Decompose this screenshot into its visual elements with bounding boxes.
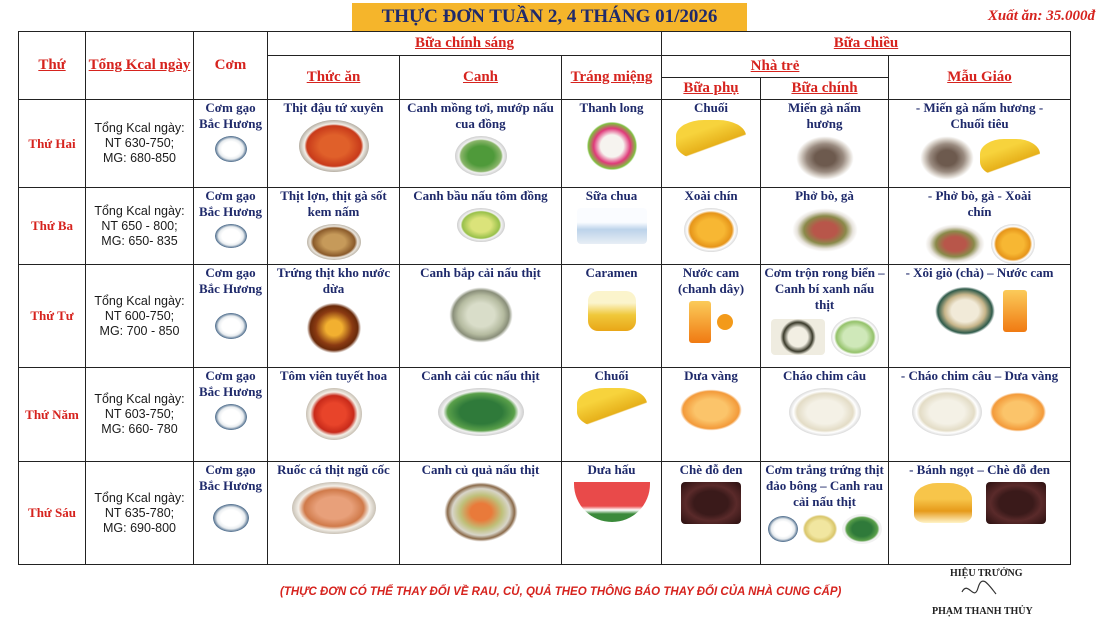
table-row: [19, 188, 1071, 265]
soup-image: [449, 287, 513, 343]
header-rice: Cơm: [194, 32, 268, 100]
day-label: Thứ Năm: [19, 368, 86, 462]
snack-cell: Chè đỗ đen: [662, 462, 761, 565]
cantaloupe-image: [678, 388, 744, 432]
header-afternoon: Bữa chiều: [662, 32, 1071, 56]
rice-cell: Cơm gạo Bắc Hương: [194, 368, 268, 462]
rice-bowl-image: [768, 516, 798, 542]
footer-note: (THỰC ĐƠN CÓ THỂ THAY ĐỔI VỀ RAU, CỦ, QUẢ THEO THÔNG BÁO THAY ĐỔI CỦA NHÀ CUNG CẤP): [280, 586, 842, 598]
header-main-meal: Bữa chính: [761, 78, 889, 100]
main-dish-cell: Ruốc cá thịt ngũ cốc: [268, 462, 400, 565]
soup-cell: Canh mồng tơi, mướp nấu cua đồng: [400, 100, 562, 188]
snack-cell: Chuối: [662, 100, 761, 188]
header-kcal: Tổng Kcal ngày: [86, 32, 194, 100]
snack-cell: Nước cam (chanh dây): [662, 265, 761, 368]
caramel-custard-image: [588, 291, 636, 331]
main-dish-cell: Thịt đậu tứ xuyên: [268, 100, 400, 188]
page-title: THỰC ĐƠN TUẦN 2, 4 THÁNG 01/2026: [352, 3, 747, 31]
orange-juice-image: [1003, 290, 1027, 332]
seaweed-rice-image: [771, 319, 825, 355]
black-bean-dessert-image: [986, 482, 1046, 524]
main-meal-cell: Cơm trắng trứng thịt đảo bông – Canh rau cải nấu thịt: [761, 462, 889, 565]
table-row: [19, 265, 1071, 368]
header-kindergarten: Mẫu Giáo: [889, 56, 1071, 100]
main-meal-cell: Miến gà nấm hương: [761, 100, 889, 188]
dessert-cell: Caramen: [562, 265, 662, 368]
pho-image: [925, 224, 985, 264]
soup-cell: Canh bầu nấu tôm đồng: [400, 188, 562, 265]
signature-image: [960, 578, 1000, 604]
creamy-meat-image: [307, 224, 361, 260]
banana-image: [577, 388, 647, 428]
egg-meat-image: [802, 514, 838, 544]
snack-cell: Dưa vàng: [662, 368, 761, 462]
header-snack: Bữa phụ: [662, 78, 761, 100]
main-meal-cell: Phở bò, gà: [761, 188, 889, 265]
black-bean-dessert-image: [681, 482, 741, 524]
rice-cell: Cơm gạo Bắc Hương: [194, 265, 268, 368]
main-dish-cell: Tôm viên tuyết hoa: [268, 368, 400, 462]
kcal-cell: Tổng Kcal ngày: NT 603-750; MG: 660- 780: [86, 368, 194, 462]
snack-cell: Xoài chín: [662, 188, 761, 265]
watermelon-image: [574, 482, 650, 522]
dragon-fruit-image: [585, 120, 639, 172]
noodle-dish-image: [796, 136, 854, 180]
table-row: [19, 368, 1071, 462]
table-row: [19, 100, 1071, 188]
rice-bowl-image: [215, 136, 247, 162]
yogurt-image: [577, 208, 647, 244]
kindergarten-cell: - Xôi giò (chả) – Nước cam: [889, 265, 1071, 368]
signer-title: HIỆU TRƯỞNG: [950, 568, 1023, 579]
dessert-cell: Sữa chua: [562, 188, 662, 265]
header-day: Thứ: [19, 32, 86, 100]
mango-image: [684, 208, 738, 252]
dessert-cell: Dưa hấu: [562, 462, 662, 565]
main-dish-cell: Thịt lợn, thịt gà sốt kem nấm: [268, 188, 400, 265]
soup-image: [457, 208, 505, 242]
winter-melon-soup-image: [831, 317, 879, 357]
kindergarten-cell: - Phở bò, gà - Xoài chín: [889, 188, 1071, 265]
main-dish-cell: Trứng thịt kho nước dừa: [268, 265, 400, 368]
signer-name: PHẠM THANH THỦY: [932, 606, 1033, 617]
day-label: Thứ Hai: [19, 100, 86, 188]
tofu-dish-image: [299, 120, 369, 172]
banana-image: [676, 120, 746, 160]
soup-cell: Canh củ quả nấu thịt: [400, 462, 562, 565]
cake-image: [914, 483, 972, 523]
rice-cell: Cơm gạo Bắc Hương: [194, 100, 268, 188]
kcal-cell: Tổng Kcal ngày: NT 600-750; MG: 700 - 850: [86, 265, 194, 368]
sticky-rice-image: [933, 285, 997, 337]
dessert-cell: Chuối: [562, 368, 662, 462]
cantaloupe-image: [988, 391, 1048, 433]
kcal-cell: Tổng Kcal ngày: NT 630-750; MG: 680-850: [86, 100, 194, 188]
header-soup: Canh: [400, 56, 562, 100]
rice-bowl-image: [215, 224, 247, 248]
dessert-cell: Thanh long: [562, 100, 662, 188]
soup-cell: Canh cải cúc nấu thịt: [400, 368, 562, 462]
mango-image: [991, 224, 1035, 264]
rice-cell: Cơm gạo Bắc Hương: [194, 188, 268, 265]
header-main-dish: Thức ăn: [268, 56, 400, 100]
kindergarten-cell: - Bánh ngọt – Chè đỗ đen: [889, 462, 1071, 565]
main-meal-cell: Cơm trộn rong biển – Canh bí xanh nấu thịt: [761, 265, 889, 368]
kindergarten-cell: - Cháo chim câu – Dưa vàng: [889, 368, 1071, 462]
noodle-dish-image: [920, 136, 974, 180]
soup-image: [438, 388, 524, 436]
rice-bowl-image: [215, 404, 247, 430]
header-morning: Bữa chính sáng: [268, 32, 662, 56]
header-nursery: Nhà trẻ: [662, 56, 889, 78]
main-meal-cell: Cháo chim câu: [761, 368, 889, 462]
soup-image: [444, 482, 518, 542]
kcal-cell: Tổng Kcal ngày: NT 635-780; MG: 690-800: [86, 462, 194, 565]
banana-image: [980, 139, 1040, 177]
day-label: Thứ Tư: [19, 265, 86, 368]
menu-table: [18, 31, 1071, 565]
table-row: [19, 462, 1071, 565]
meal-price: Xuất ăn: 35.000đ: [987, 8, 1095, 24]
kcal-cell: Tổng Kcal ngày: NT 650 - 800; MG: 650- 835: [86, 188, 194, 265]
shrimp-ball-image: [306, 388, 362, 440]
fish-floss-image: [292, 482, 376, 534]
day-label: Thứ Ba: [19, 188, 86, 265]
rice-bowl-image: [215, 313, 247, 339]
rice-bowl-image: [213, 504, 249, 532]
header-dessert: Tráng miệng: [562, 56, 662, 100]
kindergarten-cell: - Miến gà nấm hương - Chuối tiêu: [889, 100, 1071, 188]
rice-cell: Cơm gạo Bắc Hương: [194, 462, 268, 565]
vegetable-soup-image: [842, 514, 882, 544]
soup-image: [455, 136, 507, 176]
braised-pork-egg-image: [305, 301, 363, 355]
porridge-image: [789, 388, 861, 436]
soup-cell: Canh bắp cải nấu thịt: [400, 265, 562, 368]
porridge-image: [912, 388, 982, 436]
orange-juice-image: [689, 301, 711, 343]
pho-image: [792, 208, 858, 252]
orange-slice-image: [717, 314, 733, 330]
day-label: Thứ Sáu: [19, 462, 86, 565]
